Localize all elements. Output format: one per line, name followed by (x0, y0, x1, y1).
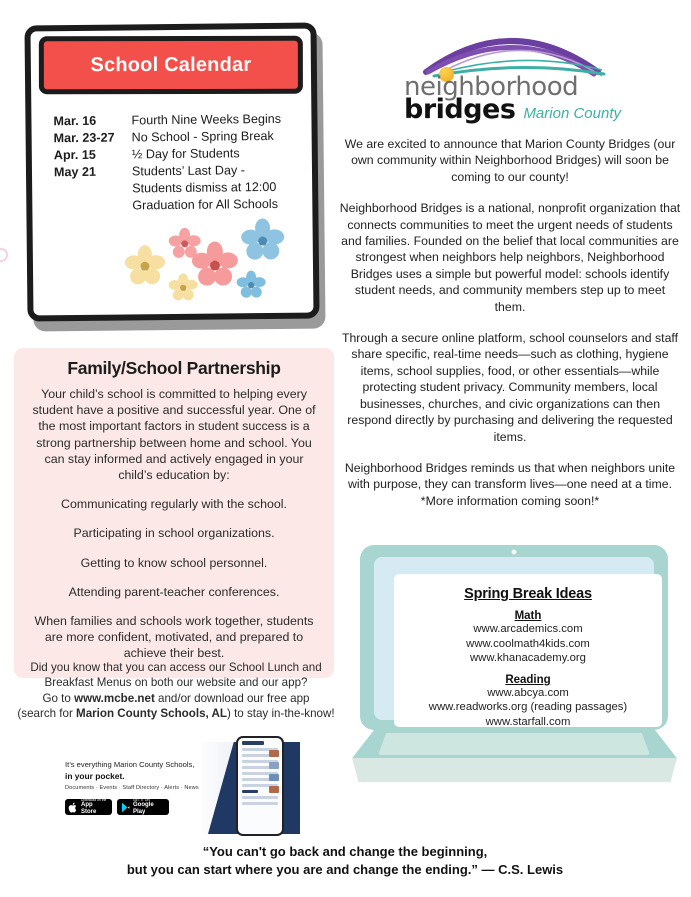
app-search-term: Marion County Schools, AL (76, 707, 227, 721)
lunch-line-4 (10, 706, 342, 721)
laptop-keyboard-area (378, 733, 650, 755)
google-play-badge[interactable] (117, 799, 169, 815)
spring-break-title: Spring Break Ideas (464, 586, 592, 602)
app-store-sub: Download on the (81, 798, 107, 802)
app-store-main: App Store (81, 802, 97, 815)
calendar-rows (53, 111, 304, 216)
announcement-paragraph: Neighborhood Bridges reminds us that when neighbors unite with purpose, they can transform lives—one need at a time. *More information coming soon!* (344, 460, 676, 508)
resource-link[interactable]: www.readworks.org (reading passages) (428, 701, 628, 714)
announcement-paragraph: Neighborhood Bridges is a national, nonprofit organization that connects communities to meet the urgent needs of students and families. Founded on the belief that local communities are strongest when neighbors help neighbors, Neighborhood Bridges uses a simple but powerful model: schools identify student needs, and community members step up to meet them. (339, 201, 681, 314)
app-store-badge[interactable] (65, 799, 112, 815)
quote-line-2: but you can start where you are and change the ending.” — C.S. Lewis (126, 862, 564, 877)
calendar-event: Fourth Nine Weeks Begins (131, 111, 282, 128)
promo-headline-1: It’s everything Marion County Schools, (65, 760, 195, 769)
phone-mockup-image (236, 736, 284, 836)
calendar-date: Mar. 23-27 (53, 130, 115, 146)
partnership-title: Family/School Partnership (67, 358, 281, 378)
lunch-line-3 (10, 691, 342, 706)
laptop-lid (360, 545, 668, 730)
laptop-illustration (352, 545, 677, 795)
calendar-subline: Students dismiss at 12:00 (132, 179, 277, 196)
lunch-line-2: Breakfast Menus on both our website and our app? (44, 676, 308, 690)
list-item: Participating in school organizations. (73, 526, 275, 541)
closing-quote (45, 843, 645, 879)
announcement-column (338, 136, 682, 524)
announcement-paragraph: We are excited to announce that Marion County Bridges (our own community within Neighborhood Bridges) will soon be coming to our county! (344, 137, 676, 184)
logo-word-neighborhood: neighborhood (404, 72, 579, 102)
decorative-flower-icon (0, 244, 12, 266)
lunch-line-4-post: ) to stay in-the-know! (226, 707, 335, 721)
calendar-subline: Graduation for All Schools (132, 196, 279, 213)
neighborhood-bridges-logo (398, 22, 678, 132)
calendar-header (39, 36, 303, 94)
announcement-paragraph: Through a secure online platform, school counselors and staff share specific, real-time needs—such as clothing, hygiene items, school supplies, food, or other essentials—while protecting student privacy. Community members, local businesses, churches, and civic organizations can then respond directly by purchasing and delivering the requested items. (341, 331, 679, 444)
google-play-icon (121, 802, 130, 813)
family-school-partnership-panel (14, 348, 334, 678)
spring-break-heading-reading: Reading (505, 673, 551, 686)
logo-word-bridges: bridges (404, 94, 516, 125)
lunch-line-3-post: and/or download our free app (154, 691, 310, 705)
google-play-main: Google Play (133, 802, 154, 815)
google-play-badge-text (133, 798, 165, 816)
app-store-badge-text (81, 798, 108, 816)
promo-headline-2: in your pocket. (65, 771, 125, 781)
calendar-date: May 21 (53, 164, 97, 180)
lunch-menu-note (10, 660, 342, 722)
calendar-title: School Calendar (90, 53, 252, 76)
calendar-event: Students’ Last Day - (131, 163, 245, 179)
resource-link[interactable]: www.starfall.com (485, 715, 571, 728)
calendar-date: Mar. 16 (53, 113, 97, 129)
apple-icon (69, 802, 78, 813)
website-link[interactable]: www.mcbe.net (74, 691, 155, 705)
resource-link[interactable]: www.khanacademy.org (470, 652, 586, 665)
laptop-screen (394, 574, 662, 727)
flower-cluster-icon (123, 227, 309, 307)
school-calendar-card (26, 24, 332, 334)
quote-line-1: “You can't go back and change the beginning, (202, 844, 488, 859)
calendar-body (24, 22, 319, 321)
lunch-line-3-pre: Go to (42, 691, 75, 705)
google-play-sub: GET IT ON (133, 798, 150, 802)
list-item: Getting to know school personnel. (80, 555, 268, 570)
promo-features: Documents · Events · Staff Directory · Alerts · News (65, 785, 199, 791)
calendar-event: ½ Day for Students (131, 146, 240, 162)
calendar-event: No School - Spring Break (131, 128, 274, 145)
list-item: Communicating regularly with the school. (61, 497, 287, 512)
webcam-icon (511, 549, 517, 555)
resource-link[interactable]: www.coolmath4kids.com (466, 637, 590, 650)
spring-break-heading-math: Math (514, 610, 542, 622)
logo-county-label: Marion County (523, 105, 621, 122)
lunch-line-4-pre: (search for (17, 707, 77, 721)
list-item: Attending parent-teacher conferences. (68, 584, 280, 599)
resource-link[interactable]: www.arcademics.com (473, 623, 583, 635)
partnership-intro: Your child’s school is committed to helping every student have a positive and successful year. One of the most important factors in student success is a strong partnership between home and school. You can stay informed and actively engaged in your child’s education by: (32, 387, 316, 483)
logo-wordmark (404, 74, 674, 124)
resource-link[interactable]: www.abcya.com (487, 686, 569, 699)
partnership-closing: When families and schools work together, students are more confident, motivated, and prepared to achieve their best. (34, 614, 314, 661)
mobile-app-promo-banner (55, 742, 300, 834)
lunch-line-1: Did you know that you can access our School Lunch and (30, 661, 322, 674)
calendar-date: Apr. 15 (53, 147, 96, 163)
laptop-bezel (374, 557, 654, 728)
laptop-front-edge (352, 758, 677, 782)
